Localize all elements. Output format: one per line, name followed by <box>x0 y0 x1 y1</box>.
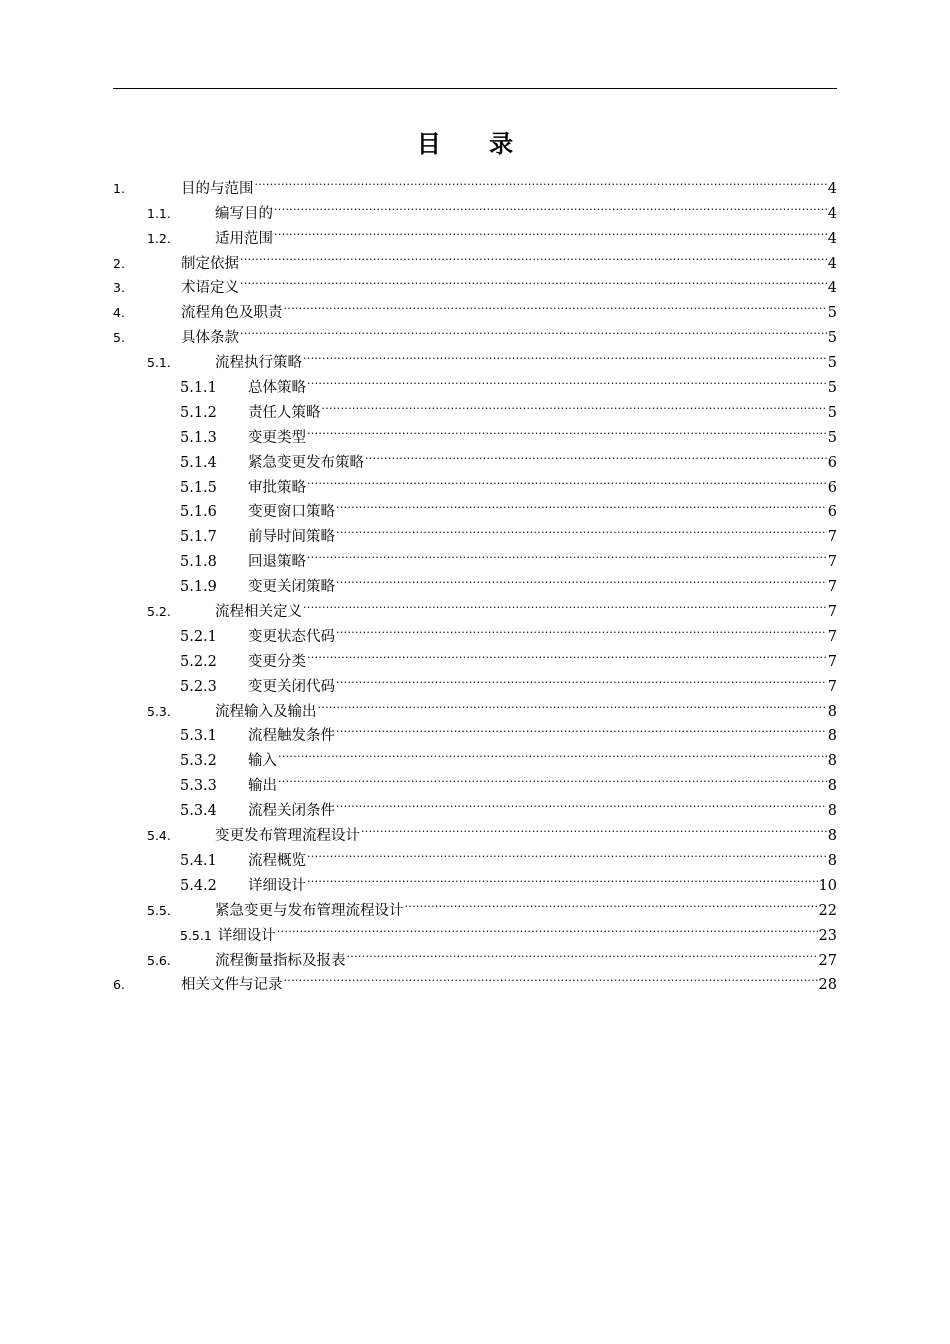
toc-entry[interactable] <box>113 965 837 994</box>
toc-entry[interactable] <box>113 915 837 944</box>
toc-entry-number: 5.1.5 <box>180 479 217 496</box>
toc-dot-leader <box>307 541 827 566</box>
toc-entry-number: 5.2.1 <box>180 628 217 645</box>
toc-entry-number: 3. <box>113 280 125 296</box>
toc-entry-page: 5 <box>827 305 837 322</box>
toc-entry[interactable] <box>113 790 837 820</box>
toc-entry-page: 28 <box>818 977 837 994</box>
toc-entry-number: 5.1.4 <box>180 454 217 471</box>
toc-entry-title: 流程概览 <box>248 852 306 869</box>
toc-entry-number: 5.3. <box>147 703 171 719</box>
toc-entry-title: 相关文件与记录 <box>181 977 283 994</box>
toc-entry-title: 制定依据 <box>181 255 239 272</box>
toc-entry-page: 10 <box>818 877 837 894</box>
toc-dot-leader <box>347 940 818 965</box>
toc-dot-leader <box>303 591 827 616</box>
toc-entry-number: 5.2.2 <box>180 653 217 670</box>
toc-entry-page: 27 <box>818 952 837 969</box>
toc-entry[interactable] <box>113 392 837 421</box>
toc-entry-page: 8 <box>827 703 837 720</box>
toc-dot-leader <box>278 765 827 790</box>
toc-entry[interactable] <box>113 691 837 720</box>
toc-entry[interactable] <box>113 218 837 247</box>
toc-entry-title: 变更关闭代码 <box>248 678 335 695</box>
toc-entry-page: 5 <box>827 429 837 446</box>
toc-entry[interactable] <box>113 765 837 795</box>
toc-entry[interactable] <box>113 492 837 521</box>
toc-dot-leader <box>322 392 827 417</box>
toc-entry-title: 编写目的 <box>215 205 273 222</box>
toc-dot-leader <box>240 268 827 293</box>
toc-entry[interactable] <box>113 367 837 397</box>
toc-entry-number: 5.3.2 <box>180 753 217 770</box>
toc-entry[interactable] <box>113 342 837 372</box>
toc-entry-page: 4 <box>827 280 837 297</box>
toc-entry[interactable] <box>113 716 837 745</box>
toc-dot-leader <box>240 317 827 342</box>
toc-entry-number: 5.4. <box>147 828 171 844</box>
toc-dot-leader <box>361 815 827 840</box>
toc-entry[interactable] <box>113 940 837 969</box>
toc-dot-leader <box>336 790 827 815</box>
toc-dot-leader <box>336 666 827 691</box>
toc-entry[interactable] <box>113 541 837 571</box>
toc-entry-title: 责任人策略 <box>248 404 321 421</box>
toc-entry[interactable] <box>113 168 837 197</box>
toc-list <box>113 168 837 994</box>
toc-entry-number: 5.2.3 <box>180 678 217 695</box>
toc-entry-number: 5. <box>113 330 125 346</box>
toc-entry[interactable] <box>113 641 837 670</box>
toc-entry-page: 5 <box>827 355 837 372</box>
toc-entry[interactable] <box>113 740 837 770</box>
toc-entry-title: 流程执行策略 <box>215 355 302 372</box>
toc-entry[interactable] <box>113 890 837 919</box>
toc-entry-page: 7 <box>827 529 837 546</box>
toc-dot-leader <box>307 367 827 392</box>
toc-entry-page: 7 <box>827 579 837 596</box>
toc-entry-number: 5.1.8 <box>180 554 217 571</box>
toc-entry-number: 2. <box>113 255 125 271</box>
toc-entry[interactable] <box>113 840 837 869</box>
toc-entry-title: 变更窗口策略 <box>248 504 335 521</box>
toc-entry-number: 5.1.9 <box>180 579 217 596</box>
toc-entry-page: 6 <box>827 504 837 521</box>
toc-entry-title: 流程角色及职责 <box>181 305 283 322</box>
toc-entry-number: 5.4.2 <box>180 877 217 894</box>
toc-entry-title: 术语定义 <box>181 280 239 297</box>
toc-entry-title: 详细设计 <box>217 927 276 944</box>
toc-entry-title: 紧急变更发布策略 <box>248 454 364 471</box>
toc-dot-leader <box>277 915 818 940</box>
toc-entry-title: 变更类型 <box>248 429 306 446</box>
toc-entry-title: 总体策略 <box>248 380 306 397</box>
toc-entry[interactable] <box>113 566 837 596</box>
toc-entry-number: 6. <box>113 977 125 993</box>
toc-dot-leader <box>405 890 818 915</box>
toc-dot-leader <box>336 716 827 741</box>
header-rule <box>113 88 837 89</box>
toc-dot-leader <box>307 840 827 865</box>
toc-dot-leader <box>336 616 827 641</box>
toc-entry-number: 5.5. <box>147 902 171 918</box>
toc-entry-page: 8 <box>827 803 837 820</box>
toc-entry-page: 8 <box>827 852 837 869</box>
toc-entry-title: 变更发布管理流程设计 <box>215 828 360 845</box>
toc-entry-title: 前导时间策略 <box>248 529 335 546</box>
toc-entry-page: 7 <box>827 604 837 621</box>
toc-entry-page: 7 <box>827 678 837 695</box>
toc-entry-title: 流程触发条件 <box>248 728 335 745</box>
toc-entry-page: 6 <box>827 479 837 496</box>
toc-entry-title: 紧急变更与发布管理流程设计 <box>215 902 404 919</box>
toc-dot-leader <box>255 168 827 193</box>
toc-dot-leader <box>307 417 827 442</box>
toc-entry-title: 适用范围 <box>215 230 273 247</box>
toc-entry-title: 变更关闭策略 <box>248 579 335 596</box>
toc-entry-page: 8 <box>827 753 837 770</box>
toc-entry-page: 4 <box>827 230 837 247</box>
toc-entry-number: 4. <box>113 305 125 321</box>
toc-entry[interactable] <box>113 417 837 446</box>
toc-entry-page: 8 <box>827 828 837 845</box>
toc-entry-number: 5.1.7 <box>180 529 217 546</box>
toc-entry-title: 具体条款 <box>181 330 239 347</box>
toc-entry-page: 5 <box>827 330 837 347</box>
toc-entry[interactable] <box>113 268 837 297</box>
toc-entry-number: 5.2. <box>147 604 171 620</box>
toc-entry-title: 回退策略 <box>248 554 306 571</box>
toc-entry[interactable] <box>113 317 837 347</box>
toc-entry-page: 22 <box>818 902 837 919</box>
toc-entry-page: 5 <box>827 380 837 397</box>
toc-entry[interactable] <box>113 292 837 322</box>
toc-entry-title: 输出 <box>248 778 277 795</box>
toc-entry-number: 1. <box>113 180 125 196</box>
toc-entry-page: 8 <box>827 728 837 745</box>
toc-entry-number: 5.6. <box>147 952 171 968</box>
toc-entry-number: 5.3.3 <box>180 778 217 795</box>
toc-entry-number: 5.3.4 <box>180 803 217 820</box>
toc-entry-page: 6 <box>827 454 837 471</box>
toc-entry-page: 5 <box>827 404 837 421</box>
toc-entry-number: 5.1.1 <box>180 380 217 397</box>
toc-entry[interactable] <box>113 467 837 496</box>
toc-entry-page: 8 <box>827 778 837 795</box>
toc-entry-title: 变更分类 <box>248 653 306 670</box>
toc-dot-leader <box>336 566 827 591</box>
toc-entry[interactable] <box>113 865 837 894</box>
toc-entry-page: 4 <box>827 255 837 272</box>
toc-entry-number: 5.1.6 <box>180 504 217 521</box>
toc-entry[interactable] <box>113 591 837 621</box>
toc-dot-leader <box>307 865 818 890</box>
toc-dot-leader <box>284 965 818 990</box>
toc-entry[interactable] <box>113 666 837 695</box>
toc-title: 目 录 <box>416 130 534 158</box>
toc-dot-leader <box>307 467 827 492</box>
toc-entry[interactable] <box>113 193 837 222</box>
toc-entry-title: 审批策略 <box>248 479 306 496</box>
toc-entry-page: 23 <box>818 927 837 944</box>
toc-dot-leader <box>274 193 827 218</box>
toc-dot-leader <box>365 442 827 467</box>
toc-entry-number: 5.1.2 <box>180 404 217 421</box>
toc-entry-page: 4 <box>827 180 837 197</box>
toc-dot-leader <box>284 292 827 317</box>
toc-dot-leader <box>278 740 827 765</box>
toc-entry[interactable] <box>113 815 837 845</box>
toc-entry-title: 目的与范围 <box>181 180 254 197</box>
toc-entry-number: 5.3.1 <box>180 728 217 745</box>
toc-entry-title: 流程衡量指标及报表 <box>215 952 346 969</box>
toc-dot-leader <box>303 342 827 367</box>
toc-dot-leader <box>318 691 827 716</box>
toc-entry-page: 7 <box>827 628 837 645</box>
toc-entry[interactable] <box>113 516 837 546</box>
toc-dot-leader <box>336 516 827 541</box>
toc-entry-title: 输入 <box>248 753 277 770</box>
toc-entry-title: 流程输入及输出 <box>215 703 317 720</box>
toc-entry[interactable] <box>113 442 837 471</box>
toc-entry[interactable] <box>113 243 837 272</box>
toc-entry-number: 5.4.1 <box>180 852 217 869</box>
toc-entry-number: 1.2. <box>147 230 171 246</box>
toc-entry-number: 5.5.1 <box>180 927 212 943</box>
toc-entry-page: 4 <box>827 205 837 222</box>
toc-entry-title: 详细设计 <box>248 877 306 894</box>
toc-dot-leader <box>307 641 827 666</box>
toc-entry-title: 变更状态代码 <box>248 628 335 645</box>
toc-entry-number: 5.1.3 <box>180 429 217 446</box>
toc-entry-number: 1.1. <box>147 205 171 221</box>
toc-entry-number: 5.1. <box>147 355 171 371</box>
toc-entry-title: 流程相关定义 <box>215 604 302 621</box>
toc-dot-leader <box>274 218 827 243</box>
toc-entry[interactable] <box>113 616 837 645</box>
toc-entry-page: 7 <box>827 554 837 571</box>
toc-entry-title: 流程关闭条件 <box>248 803 335 820</box>
toc-dot-leader <box>240 243 827 268</box>
toc-entry-page: 7 <box>827 653 837 670</box>
toc-dot-leader <box>336 492 827 517</box>
